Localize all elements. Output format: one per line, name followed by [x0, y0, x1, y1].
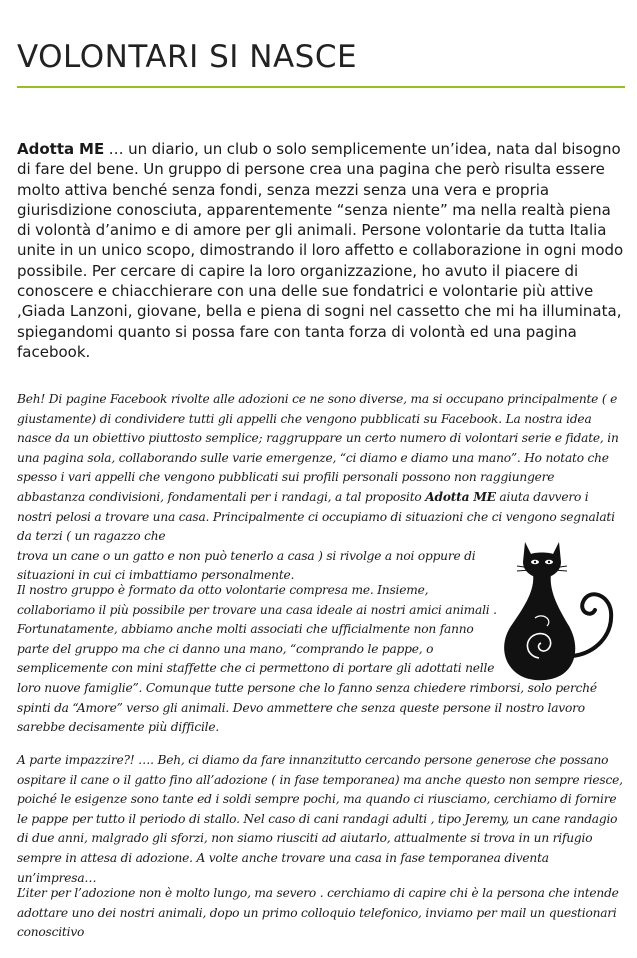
- brand-name: Adotta ME: [425, 489, 496, 504]
- paragraph-1-text-c: trova un cane o un gatto e non può tenerlo a casa ) si rivolge a noi oppure di: [17, 548, 476, 563]
- paragraph-2-rest: loro nuove famiglie”. Comunque tutte persone che lo fanno senza chiedere rimborsi, solo perché spinti da “Amore” verso gli animali. Devo ammettere che senza queste persone il nostro lavoro sarebbe decisamente più difficile.: [17, 680, 597, 735]
- black-cat-icon: [495, 528, 625, 688]
- paragraph-2-line: parte del gruppo ma che ci danno una mano, “comprando le pappe, o: [17, 641, 434, 656]
- paragraph-1-text-d: situazioni in cui ci imbattiamo personalmente.: [17, 568, 295, 583]
- paragraph-4: L’iter per l’adozione non è molto lungo, ma severo . cerchiamo di capire chi è la persona che intende adottare uno dei nostri animali, dopo un primo colloquio telefonico, inviamo per mail un questionari conoscitivo: [17, 886, 619, 940]
- paragraph-3: A parte impazzire?! …. Beh, ci diamo da fare innanzitutto cercando persone generose che possano ospitare il cane o il gatto fino all’adozione ( in fase temporanea) ma anche questo non sempre riesce, poiché le esigenze sono tante ed i soldi sempre pochi, ma quando ci riusciamo, cerchiamo di fornire le pappe per tutto il periodo di stallo. Nel caso di cani randagi adulti , tipo Jeremy, un cane randagio di due anni, malgrado gli sforzi, non siamo riusciti ad aiutarlo, attualmente si trova in un rifugio sempre in attesa di adozione. A volte anche trovare una casa in fase temporanea diventa un’impresa…: [17, 753, 623, 885]
- paragraph-2-line: Fortunatamente, abbiamo anche molti associati che ufficialmente non fanno: [17, 622, 474, 637]
- paragraph-1-text-a: Beh! Di pagine Facebook rivolte alle adozioni ce ne sono diverse, ma si occupano principalmente ( e giustamente) di condividere tutti gli appelli che vengono pubblicati su Facebook. La nostra idea nasce da un obiettivo piuttosto semplice; raggruppare un certo numero di volontari serie e fidate, in una pagina sola, collaborando sulle varie emergenze, “ci diamo e diamo una mano”. Ho notato che spesso i vari appelli che vengono pubblicati sui profili personali possono non raggiungere abbastanza condivisioni, fondamentali per i randagi, a tal proposito: [17, 392, 619, 504]
- paragraph-2-line: Il nostro gruppo è formato da otto volontarie compresa me. Insieme,: [17, 583, 429, 597]
- paragraph-2-line: semplicemente con mini staffette che ci permettono di portare gli adottati nelle: [17, 661, 495, 676]
- intro-text: … un diario, un club o solo semplicemente un’idea, nata dal bisogno di fare del bene. Un gruppo di persone crea una pagina che però risulta essere molto attiva benché senza fondi, senza mezzi senza una vera e propria giurisdizione conosciuta, apparentemente “senza niente” ma nella realtà piena di volontà d’animo e di amore per gli animali. Persone volontarie da tutta Italia unite in un unico scopo, dimostrando il loro affetto e collaborazione in ogni modo possibile. Per cercare di capire la loro organizzazione, ho avuto il piacere di conoscere e chiacchierare con una delle sue fondatrici e volontarie più attive ,Giada Lanzoni, giovane, bella e piena di sogni nel cassetto che mi ha illuminata, spiegandomi quanto si possa fare con tanta forza di volontà ed una pagina facebook.: [17, 140, 624, 361]
- title-underline: [17, 86, 625, 88]
- intro-lead: Adotta ME: [17, 140, 105, 158]
- page-title: VOLONTARI SI NASCE: [17, 39, 358, 75]
- paragraph-2-line: collaboriamo il più possibile per trovare una casa ideale ai nostri amici animali .: [17, 602, 497, 617]
- intro-paragraph: [17, 139, 627, 362]
- paragraph-1-text-b: aiuta davvero i nostri pelosi a trovare una casa. Principalmente ci occupiamo di situazioni che ci vengono segnalati da terzi ( un ragazzo che: [17, 489, 615, 544]
